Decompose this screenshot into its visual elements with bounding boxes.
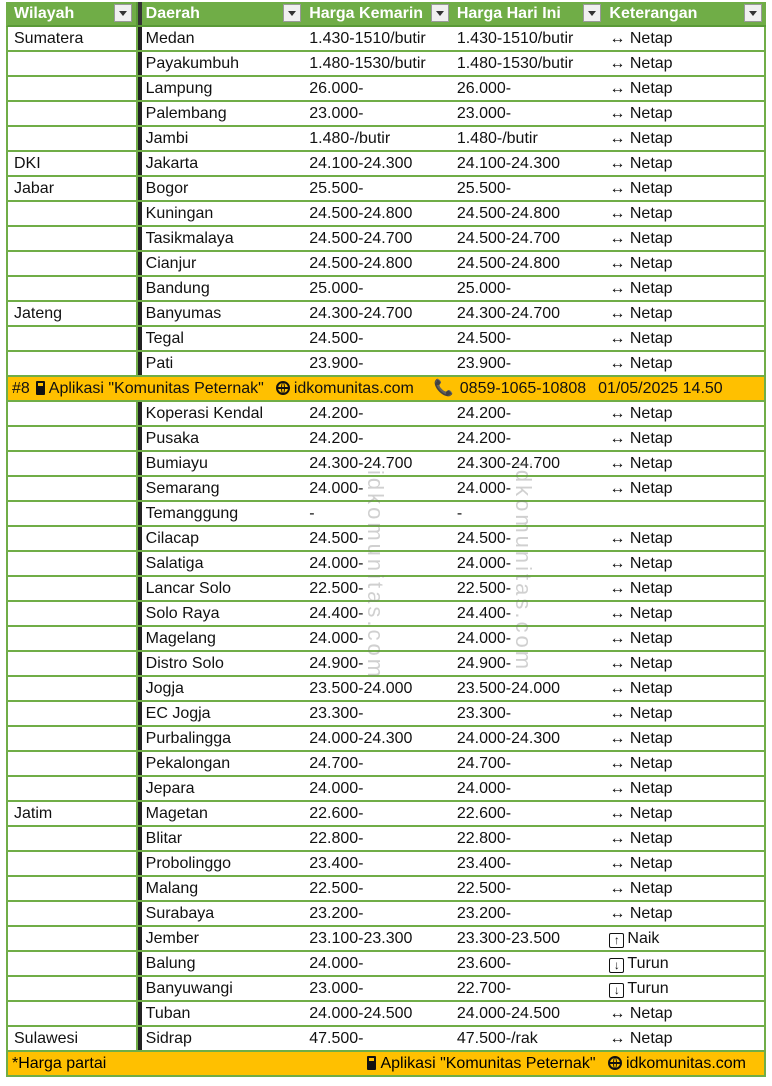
table-row	[6, 477, 766, 502]
info-banner	[6, 377, 766, 402]
table-row	[6, 102, 766, 127]
cell-harga-hari-ini[interactable]: 24.700-	[456, 755, 512, 772]
cell-daerah[interactable]: Jember	[145, 930, 200, 947]
footer-note: *Harga partai	[12, 1055, 107, 1072]
banner-datetime: 01/05/2025 14.50	[598, 380, 723, 397]
table-row	[6, 177, 766, 202]
cell-harga-kemarin[interactable]: 1.430-1510/butir	[309, 30, 426, 47]
calculator-icon	[367, 1056, 376, 1070]
table-row	[6, 527, 766, 552]
cell-harga-hari-ini[interactable]: 23.300-23.500	[456, 930, 561, 947]
cell-keterangan[interactable]: ↔ Netap	[605, 902, 766, 925]
cell-wilayah[interactable]	[8, 777, 138, 800]
cell-harga-hari-ini[interactable]: 23.600-	[456, 955, 512, 972]
cell-harga-hari-ini[interactable]: 24.000-24.300	[456, 730, 561, 747]
header-label: Harga Hari Ini	[456, 5, 561, 22]
status-label: Turun	[627, 955, 669, 972]
cell-daerah[interactable]: Cianjur	[145, 255, 197, 272]
cell-harga-kemarin[interactable]: 25.500-	[309, 180, 364, 197]
table-row	[6, 552, 766, 577]
cell-harga-kemarin[interactable]: 24.700-	[309, 755, 364, 772]
cell-keterangan[interactable]: ↔ Netap	[605, 277, 766, 300]
cell-keterangan[interactable]	[605, 952, 766, 975]
cell-harga-kemarin[interactable]: 47.500-	[309, 1030, 364, 1047]
cell-harga-kemarin[interactable]: -	[309, 505, 315, 522]
cell-wilayah[interactable]	[8, 227, 138, 250]
rows-top	[6, 27, 766, 377]
cell-wilayah[interactable]	[8, 452, 138, 475]
cell-harga-hari-ini[interactable]: 24.200-	[456, 405, 512, 422]
cell-daerah[interactable]: Koperasi Kendal	[145, 405, 264, 422]
cell-harga-hari-ini[interactable]: 47.500-/rak	[456, 1030, 538, 1047]
cell-wilayah[interactable]	[8, 402, 138, 425]
cell-harga-kemarin[interactable]: 24.900-	[309, 655, 364, 672]
cell-keterangan[interactable]	[605, 502, 766, 525]
cell-harga-hari-ini[interactable]: 23.500-24.000	[456, 680, 561, 697]
cell-keterangan[interactable]: ↔ Netap	[605, 802, 766, 825]
phone-icon: 📞	[433, 380, 454, 397]
cell-harga-hari-ini[interactable]: 24.500-24.800	[456, 255, 561, 272]
cell-wilayah[interactable]	[8, 727, 138, 750]
cell-harga-hari-ini[interactable]: 25.000-	[456, 280, 512, 297]
cell-daerah[interactable]: Kuningan	[145, 205, 214, 222]
banner-phone[interactable]	[434, 377, 592, 400]
cell-wilayah[interactable]	[8, 52, 138, 75]
cell-daerah[interactable]: Surabaya	[145, 905, 215, 922]
cell-harga-kemarin[interactable]: 22.500-	[309, 880, 364, 897]
cell-daerah[interactable]: Magetan	[145, 805, 208, 822]
cell-keterangan[interactable]: ↔ Netap	[605, 677, 766, 700]
arrow-down-box-icon: ↓	[609, 983, 624, 998]
cell-harga-kemarin[interactable]: 23.200-	[309, 905, 364, 922]
cell-wilayah[interactable]	[8, 627, 138, 650]
cell-keterangan[interactable]	[605, 977, 766, 1000]
cell-harga-hari-ini[interactable]: 24.000-	[456, 630, 512, 647]
cell-daerah[interactable]: Temanggung	[145, 505, 239, 522]
watermark: idkomunitas.com	[363, 470, 388, 681]
cell-wilayah[interactable]	[8, 877, 138, 900]
table-row	[6, 1027, 766, 1052]
cell-keterangan[interactable]: ↔ Netap	[605, 877, 766, 900]
cell-keterangan[interactable]: ↔ Netap	[605, 427, 766, 450]
cell-harga-kemarin[interactable]: 22.600-	[309, 805, 364, 822]
table-row	[6, 452, 766, 477]
cell-wilayah[interactable]	[8, 1002, 138, 1025]
table-row	[6, 77, 766, 102]
table-row	[6, 352, 766, 377]
header-label: Wilayah	[14, 5, 75, 22]
cell-wilayah[interactable]	[8, 102, 138, 125]
cell-wilayah[interactable]	[8, 677, 138, 700]
cell-harga-hari-ini[interactable]: -	[456, 505, 463, 522]
cell-daerah[interactable]: Purbalingga	[145, 730, 232, 747]
cell-daerah[interactable]: Pusaka	[145, 430, 200, 447]
footer-links	[367, 1052, 746, 1075]
cell-keterangan[interactable]: ↔ Netap	[605, 552, 766, 575]
cell-harga-hari-ini[interactable]: 22.700-	[456, 980, 512, 997]
cell-harga-hari-ini[interactable]: 24.900-	[456, 655, 512, 672]
cell-harga-kemarin[interactable]: 23.400-	[309, 855, 364, 872]
cell-harga-kemarin[interactable]: 24.500-	[309, 530, 364, 547]
table-row	[6, 402, 766, 427]
cell-daerah[interactable]: Solo Raya	[145, 605, 220, 622]
cell-harga-kemarin[interactable]: 24.100-24.300	[309, 155, 413, 172]
cell-keterangan[interactable]: ↔ Netap	[605, 752, 766, 775]
cell-keterangan[interactable]: ↔ Netap	[605, 452, 766, 475]
banner-id: #8	[12, 380, 30, 397]
cell-daerah[interactable]: Palembang	[145, 105, 227, 122]
cell-keterangan[interactable]: ↔ Netap	[605, 127, 766, 150]
table-row	[6, 902, 766, 927]
cell-harga-kemarin[interactable]: 24.000-	[309, 630, 364, 647]
cell-wilayah[interactable]	[8, 977, 138, 1000]
cell-wilayah[interactable]	[8, 127, 138, 150]
cell-wilayah[interactable]	[8, 77, 138, 100]
globe-icon	[276, 381, 290, 395]
cell-daerah[interactable]: Semarang	[145, 480, 220, 497]
banner-app	[36, 377, 270, 400]
cell-daerah[interactable]: Pati	[145, 355, 174, 372]
cell-wilayah[interactable]	[8, 202, 138, 225]
cell-harga-hari-ini[interactable]: 24.000-24.500	[456, 1005, 561, 1022]
cell-keterangan[interactable]: ↔ Netap	[605, 702, 766, 725]
cell-harga-kemarin[interactable]: 23.100-23.300	[309, 930, 413, 947]
cell-daerah[interactable]: Balung	[145, 955, 196, 972]
banner-app-label: Aplikasi "Komunitas Peternak"	[48, 380, 264, 397]
header-harga-hari-ini[interactable]	[453, 2, 606, 25]
banner-phone-label: 0859-1065-10808	[459, 380, 587, 397]
cell-harga-kemarin[interactable]: 24.300-24.700	[309, 455, 413, 472]
cell-wilayah[interactable]	[8, 652, 138, 675]
cell-harga-hari-ini[interactable]: 24.000-	[456, 555, 512, 572]
cell-harga-kemarin[interactable]: 1.480-/butir	[309, 130, 391, 147]
globe-icon	[608, 1056, 622, 1070]
cell-keterangan[interactable]: ↔ Netap	[605, 177, 766, 200]
cell-harga-hari-ini[interactable]: 24.100-24.300	[456, 155, 561, 172]
cell-harga-hari-ini[interactable]: 24.300-24.700	[456, 455, 561, 472]
cell-keterangan[interactable]: ↔ Netap	[605, 227, 766, 250]
price-table	[6, 2, 766, 1077]
cell-daerah[interactable]: Malang	[145, 880, 199, 897]
cell-wilayah[interactable]	[8, 952, 138, 975]
cell-keterangan[interactable]: ↔ Netap	[605, 102, 766, 125]
table-row	[6, 302, 766, 327]
table-row	[6, 327, 766, 352]
cell-harga-kemarin[interactable]: 23.900-	[309, 355, 364, 372]
cell-keterangan[interactable]: ↔ Netap	[605, 252, 766, 275]
cell-harga-hari-ini[interactable]: 24.200-	[456, 430, 512, 447]
cell-keterangan[interactable]: ↔ Netap	[605, 602, 766, 625]
cell-harga-kemarin[interactable]: 23.000-	[309, 105, 364, 122]
arrow-down-box-icon: ↓	[609, 958, 624, 973]
header-label: Harga Kemarin	[309, 5, 424, 22]
footer-site-label[interactable]: idkomunitas.com	[625, 1055, 746, 1072]
cell-wilayah[interactable]	[8, 702, 138, 725]
cell-harga-kemarin[interactable]: 24.000-24.300	[309, 730, 413, 747]
cell-keterangan[interactable]: ↔ Netap	[605, 827, 766, 850]
table-row	[6, 977, 766, 1002]
table-row	[6, 252, 766, 277]
cell-keterangan[interactable]: ↔ Netap	[605, 527, 766, 550]
table-row	[6, 877, 766, 902]
table-header	[6, 2, 766, 27]
cell-wilayah[interactable]	[8, 577, 138, 600]
cell-daerah[interactable]: Bumiayu	[145, 455, 208, 472]
cell-harga-kemarin[interactable]: 22.500-	[309, 580, 364, 597]
header-keterangan[interactable]	[605, 2, 766, 25]
cell-harga-kemarin[interactable]: 24.200-	[309, 405, 364, 422]
header-wilayah[interactable]	[8, 2, 138, 25]
cell-keterangan[interactable]: ↔ Netap	[605, 652, 766, 675]
cell-daerah[interactable]: Medan	[145, 30, 195, 47]
table-row	[6, 652, 766, 677]
table-row	[6, 827, 766, 852]
cell-harga-kemarin[interactable]: 24.000-	[309, 480, 364, 497]
header-harga-kemarin[interactable]	[305, 2, 453, 25]
cell-wilayah[interactable]	[8, 527, 138, 550]
cell-daerah[interactable]: EC Jogja	[145, 705, 211, 722]
filter-dropdown-icon[interactable]	[114, 4, 132, 22]
cell-wilayah[interactable]	[8, 902, 138, 925]
table-row	[6, 727, 766, 752]
cell-daerah[interactable]: Jambi	[145, 130, 189, 147]
cell-wilayah[interactable]	[8, 852, 138, 875]
cell-daerah[interactable]: Banyuwangi	[145, 980, 233, 997]
table-row	[6, 577, 766, 602]
cell-harga-kemarin[interactable]: 24.500-	[309, 330, 364, 347]
cell-wilayah[interactable]: Sulawesi	[8, 1027, 138, 1050]
table-row	[6, 202, 766, 227]
table-row	[6, 952, 766, 977]
cell-harga-hari-ini[interactable]: 23.400-	[456, 855, 512, 872]
table-row	[6, 277, 766, 302]
table-row	[6, 227, 766, 252]
cell-harga-kemarin[interactable]: 24.200-	[309, 430, 364, 447]
banner-site-label: idkomunitas.com	[293, 380, 414, 397]
cell-wilayah[interactable]	[8, 327, 138, 350]
cell-daerah[interactable]: Distro Solo	[145, 655, 224, 672]
table-row	[6, 927, 766, 952]
cell-wilayah[interactable]: Jateng	[8, 302, 138, 325]
arrow-up-box-icon: ↑	[609, 933, 624, 948]
watermark: idkomunitas.com	[511, 462, 536, 673]
cell-wilayah[interactable]: Sumatera	[8, 27, 138, 50]
cell-keterangan[interactable]: ↔ Netap	[605, 352, 766, 375]
cell-keterangan[interactable]	[605, 927, 766, 950]
cell-wilayah[interactable]	[8, 927, 138, 950]
cell-harga-hari-ini[interactable]: 24.500-	[456, 330, 512, 347]
cell-harga-hari-ini[interactable]: 1.480-1530/butir	[456, 55, 574, 72]
cell-daerah[interactable]: Probolinggo	[145, 855, 232, 872]
filter-dropdown-icon[interactable]	[283, 4, 301, 22]
cell-keterangan[interactable]: ↔ Netap	[605, 727, 766, 750]
cell-harga-kemarin[interactable]: 23.300-	[309, 705, 364, 722]
cell-harga-kemarin[interactable]: 24.300-24.700	[309, 305, 413, 322]
status-label: Naik	[627, 930, 660, 947]
cell-harga-kemarin[interactable]: 25.000-	[309, 280, 364, 297]
cell-keterangan[interactable]: ↔ Netap	[605, 77, 766, 100]
cell-harga-kemarin[interactable]: 24.500-24.800	[309, 255, 413, 272]
table-row	[6, 502, 766, 527]
cell-daerah[interactable]: Jogja	[145, 680, 184, 697]
filter-dropdown-icon[interactable]	[583, 4, 601, 22]
cell-harga-kemarin[interactable]: 24.500-24.800	[309, 205, 413, 222]
cell-wilayah[interactable]: Jabar	[8, 177, 138, 200]
cell-harga-hari-ini[interactable]: 23.300-	[456, 705, 512, 722]
cell-daerah[interactable]: Jepara	[145, 780, 195, 797]
cell-wilayah[interactable]: Jatim	[8, 802, 138, 825]
cell-keterangan[interactable]: ↔ Netap	[605, 152, 766, 175]
cell-daerah[interactable]: Salatiga	[145, 555, 204, 572]
header-label: Keterangan	[609, 5, 698, 22]
filter-dropdown-icon[interactable]	[744, 4, 762, 22]
cell-daerah[interactable]: Lampung	[145, 80, 213, 97]
status-label: Turun	[627, 980, 669, 997]
cell-daerah[interactable]: Magelang	[145, 630, 216, 647]
cell-harga-kemarin[interactable]: 26.000-	[309, 80, 364, 97]
header-daerah[interactable]	[142, 2, 306, 25]
table-row	[6, 427, 766, 452]
cell-keterangan[interactable]: ↔ Netap	[605, 477, 766, 500]
table-row	[6, 127, 766, 152]
cell-harga-kemarin[interactable]: 23.000-	[309, 980, 364, 997]
cell-keterangan[interactable]: ↔ Netap	[605, 577, 766, 600]
cell-wilayah[interactable]	[8, 352, 138, 375]
table-row	[6, 27, 766, 52]
cell-harga-hari-ini[interactable]: 26.000-	[456, 80, 512, 97]
cell-harga-hari-ini[interactable]: 1.430-1510/butir	[456, 30, 574, 47]
table-row	[6, 852, 766, 877]
cell-harga-hari-ini[interactable]: 24.000-	[456, 780, 512, 797]
cell-daerah[interactable]: Blitar	[145, 830, 183, 847]
cell-daerah[interactable]: Tegal	[145, 330, 184, 347]
cell-wilayah[interactable]	[8, 502, 138, 525]
cell-harga-hari-ini[interactable]: 23.000-	[456, 105, 512, 122]
cell-daerah[interactable]: Banyumas	[145, 305, 222, 322]
cell-wilayah[interactable]	[8, 752, 138, 775]
footer-bar	[6, 1052, 766, 1077]
cell-harga-kemarin[interactable]: 24.000-	[309, 955, 364, 972]
cell-harga-hari-ini[interactable]: 24.500-	[456, 530, 512, 547]
cell-wilayah[interactable]	[8, 602, 138, 625]
cell-keterangan[interactable]: ↔ Netap	[605, 327, 766, 350]
cell-harga-kemarin[interactable]: 24.400-	[309, 605, 364, 622]
table-row	[6, 677, 766, 702]
rows-bottom	[6, 402, 766, 1052]
table-row	[6, 602, 766, 627]
cell-daerah[interactable]: Bogor	[145, 180, 189, 197]
cell-harga-hari-ini[interactable]: 22.800-	[456, 830, 512, 847]
cell-keterangan[interactable]: ↔ Netap	[605, 1027, 766, 1050]
cell-keterangan[interactable]: ↔ Netap	[605, 302, 766, 325]
cell-harga-hari-ini[interactable]: 22.500-	[456, 580, 512, 597]
cell-harga-kemarin[interactable]: 24.000-	[309, 780, 364, 797]
cell-harga-hari-ini[interactable]: 24.500-24.800	[456, 205, 561, 222]
table-row	[6, 752, 766, 777]
cell-harga-hari-ini[interactable]: 22.600-	[456, 805, 512, 822]
cell-keterangan[interactable]: ↔ Netap	[605, 202, 766, 225]
cell-daerah[interactable]: Cilacap	[145, 530, 200, 547]
cell-keterangan[interactable]: ↔ Netap	[605, 852, 766, 875]
cell-harga-hari-ini[interactable]: 24.000-	[456, 480, 512, 497]
table-row	[6, 802, 766, 827]
cell-harga-hari-ini[interactable]: 24.300-24.700	[456, 305, 561, 322]
cell-daerah[interactable]: Tuban	[145, 1005, 191, 1022]
cell-harga-hari-ini[interactable]: 23.200-	[456, 905, 512, 922]
cell-daerah[interactable]: Payakumbuh	[145, 55, 240, 72]
cell-keterangan[interactable]: ↔ Netap	[605, 777, 766, 800]
table-row	[6, 702, 766, 727]
cell-harga-hari-ini[interactable]: 23.900-	[456, 355, 512, 372]
calculator-icon	[36, 381, 45, 395]
cell-harga-kemarin[interactable]: 22.800-	[309, 830, 364, 847]
cell-keterangan[interactable]: ↔ Netap	[605, 52, 766, 75]
cell-wilayah[interactable]: DKI	[8, 152, 138, 175]
cell-harga-hari-ini[interactable]: 22.500-	[456, 880, 512, 897]
cell-keterangan[interactable]: ↔ Netap	[605, 1002, 766, 1025]
cell-wilayah[interactable]	[8, 252, 138, 275]
cell-daerah[interactable]: Lancar Solo	[145, 580, 232, 597]
cell-wilayah[interactable]	[8, 477, 138, 500]
cell-daerah[interactable]: Pekalongan	[145, 755, 231, 772]
cell-wilayah[interactable]	[8, 427, 138, 450]
header-label: Daerah	[145, 5, 200, 22]
cell-wilayah[interactable]	[8, 552, 138, 575]
cell-harga-hari-ini[interactable]: 24.400-	[456, 605, 512, 622]
cell-harga-hari-ini[interactable]: 25.500-	[456, 180, 512, 197]
cell-harga-kemarin[interactable]: 24.000-	[309, 555, 364, 572]
cell-harga-kemarin[interactable]: 23.500-24.000	[309, 680, 413, 697]
cell-harga-kemarin[interactable]: 1.480-1530/butir	[309, 55, 426, 72]
cell-daerah[interactable]: Sidrap	[145, 1030, 192, 1047]
banner-site[interactable]	[276, 377, 420, 400]
footer-app-label: Aplikasi "Komunitas Peternak"	[380, 1055, 596, 1072]
table-row	[6, 627, 766, 652]
table-row	[6, 152, 766, 177]
cell-harga-hari-ini[interactable]: 24.500-24.700	[456, 230, 561, 247]
table-row	[6, 1002, 766, 1027]
table-row	[6, 777, 766, 802]
cell-keterangan[interactable]: ↔ Netap	[605, 27, 766, 50]
cell-harga-kemarin[interactable]: 24.500-24.700	[309, 230, 413, 247]
cell-keterangan[interactable]: ↔ Netap	[605, 402, 766, 425]
cell-daerah[interactable]: Bandung	[145, 280, 210, 297]
cell-harga-hari-ini[interactable]: 1.480-/butir	[456, 130, 538, 147]
cell-daerah[interactable]: Jakarta	[145, 155, 199, 172]
cell-harga-kemarin[interactable]: 24.000-24.500	[309, 1005, 413, 1022]
cell-wilayah[interactable]	[8, 827, 138, 850]
table-row	[6, 52, 766, 77]
cell-keterangan[interactable]: ↔ Netap	[605, 627, 766, 650]
cell-daerah[interactable]: Tasikmalaya	[145, 230, 234, 247]
filter-dropdown-icon[interactable]	[431, 4, 449, 22]
cell-wilayah[interactable]	[8, 277, 138, 300]
